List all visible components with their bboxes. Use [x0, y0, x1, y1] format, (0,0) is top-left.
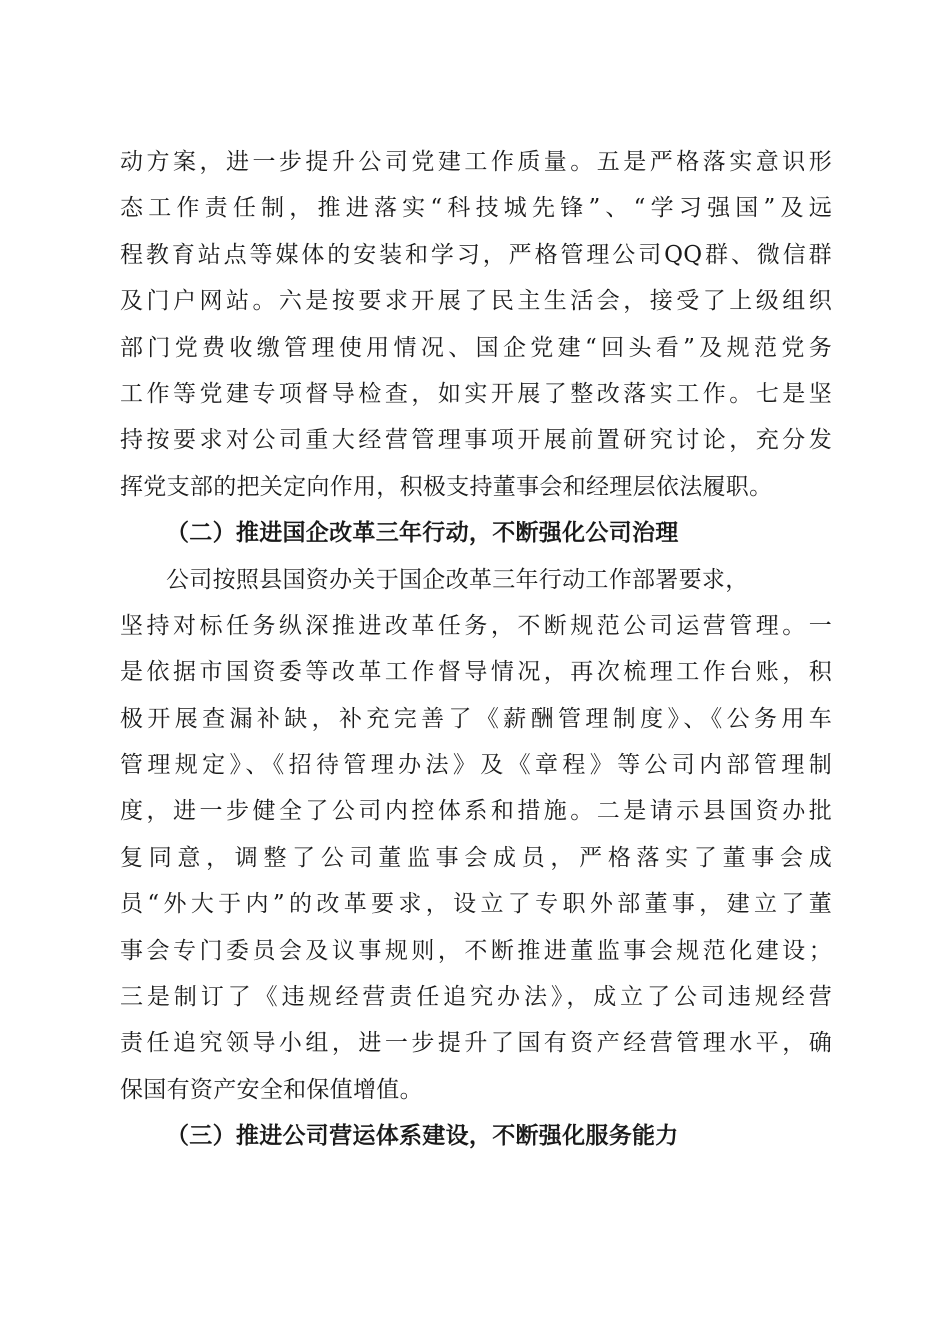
text-line: 度，进一步健全了公司内控体系和措施。二是请示县国资办批	[120, 798, 832, 825]
text-line: 及门户网站。六是按要求开展了民主生活会，接受了上级组织	[120, 288, 832, 315]
text-line: 极开展查漏补缺，补充完善了《薪酬管理制度》、《公务用车	[120, 705, 832, 732]
text-line: 事会专门委员会及议事规则，不断推进董监事会规范化建设；	[120, 937, 832, 964]
text-line: 是依据市国资委等改革工作督导情况，再次梳理工作台账，积	[120, 659, 832, 686]
document-body	[120, 139, 832, 1160]
text-line: 员“外大于内”的改革要求，设立了专职外部董事，建立了董	[120, 891, 832, 918]
text-line: 三是制订了《违规经营责任追究办法》，成立了公司违规经营	[120, 984, 832, 1011]
text-line: 复同意，调整了公司董监事会成员，严格落实了董事会成	[120, 844, 832, 871]
text-line: 态工作责任制，推进落实“科技城先锋”、“学习强国”及远	[120, 195, 832, 222]
text-line: 保国有资产安全和保值增值。	[120, 1076, 423, 1103]
text-line: 坚持对标任务纵深推进改革任务，不断规范公司运营管理。一	[120, 612, 832, 639]
text-line: 持按要求对公司重大经营管理事项开展前置研究讨论，充分发	[120, 427, 832, 454]
text-line: 工作等党建专项督导检查，如实开展了整改落实工作。七是坚	[120, 380, 832, 407]
text-line: 部门党费收缴管理使用情况、国企党建“回头看”及规范党务	[120, 334, 832, 361]
text-line: 责任追究领导小组，进一步提升了国有资产经营管理水平，确	[120, 1030, 832, 1057]
text-line: 动方案，进一步提升公司党建工作质量。五是严格落实意识形	[120, 149, 832, 175]
paragraph-first-line: 公司按照县国资办关于国企改革三年行动工作部署要求，	[166, 566, 749, 593]
section-heading: （二）推进国企改革三年行动，不断强化公司治理	[166, 519, 679, 547]
section-heading: （三）推进公司营运体系建设，不断强化服务能力	[166, 1122, 679, 1150]
text-line: 挥党支部的把关定向作用，积极支持董事会和经理层依法履职。	[120, 473, 773, 500]
text-line: 程教育站点等媒体的安装和学习，严格管理公司QQ群、微信群	[120, 241, 832, 268]
text-line: 管理规定》、《招待管理办法》及《章程》等公司内部管理制	[120, 752, 832, 779]
